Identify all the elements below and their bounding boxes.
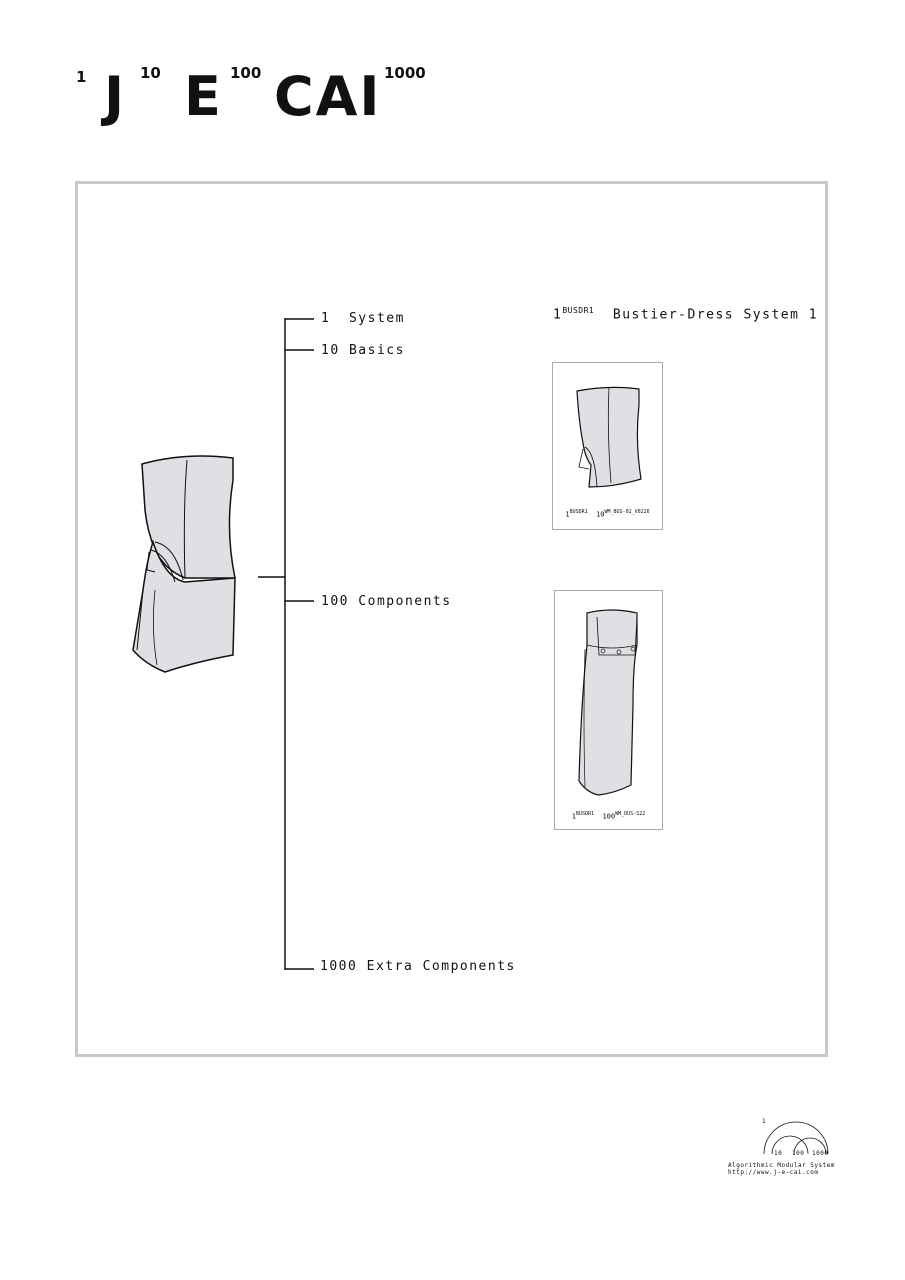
- component-card[interactable]: [554, 590, 663, 830]
- skirt-component-illustration: [575, 605, 647, 805]
- basic-card[interactable]: [552, 362, 663, 530]
- logo-sup-10: 10: [140, 64, 161, 82]
- logo-sup-100: 100: [230, 64, 262, 82]
- tree-item-components: 100 Components: [321, 594, 452, 609]
- basic-card-caption: [553, 509, 662, 518]
- logo-sup-1: 1: [76, 68, 87, 86]
- component-card-num: 100: [602, 812, 616, 821]
- arc-label-10: 10: [774, 1150, 783, 1157]
- arc-label-100: 100: [792, 1150, 805, 1157]
- system-header: [553, 306, 818, 322]
- arc-label-1: 1: [762, 1118, 767, 1125]
- basic-card-prefix: 1: [565, 510, 570, 519]
- bustier-dress-illustration: [125, 450, 255, 680]
- logo-letter-j: J: [104, 65, 127, 128]
- system-header-title: Bustier-Dress System 1: [612, 307, 819, 323]
- tree-item-basics: 10 Basics: [321, 343, 405, 358]
- footer-tagline: Algorithmic Modular System: [728, 1162, 835, 1169]
- footer-url[interactable]: http://www.j-e-cai.com: [728, 1169, 819, 1176]
- system-header-code: BUSDR1: [562, 306, 595, 315]
- basic-card-code: BUSDR1: [569, 509, 588, 515]
- arc-label-1000: 1000: [812, 1150, 829, 1157]
- tree-item-system: 1 System: [321, 311, 405, 326]
- system-header-prefix: 1: [553, 307, 563, 323]
- component-card-ref: WM_DUS-S22: [615, 811, 646, 817]
- logo-sup-1000: 1000: [384, 64, 426, 82]
- logo-letters-cai: CAI: [274, 65, 382, 128]
- component-card-prefix: 1: [571, 812, 576, 821]
- tree-item-extra-components: 1000 Extra Components: [320, 959, 516, 974]
- footer-logo: [728, 1118, 838, 1188]
- basic-card-num: 10: [596, 510, 605, 519]
- logo-letter-e: E: [184, 65, 223, 128]
- basic-card-ref: WM_BUS-02_V0226: [604, 509, 650, 515]
- component-card-caption: [555, 811, 662, 820]
- component-card-code: BUSDR1: [575, 811, 595, 817]
- basic-bodice-illustration: [571, 383, 651, 493]
